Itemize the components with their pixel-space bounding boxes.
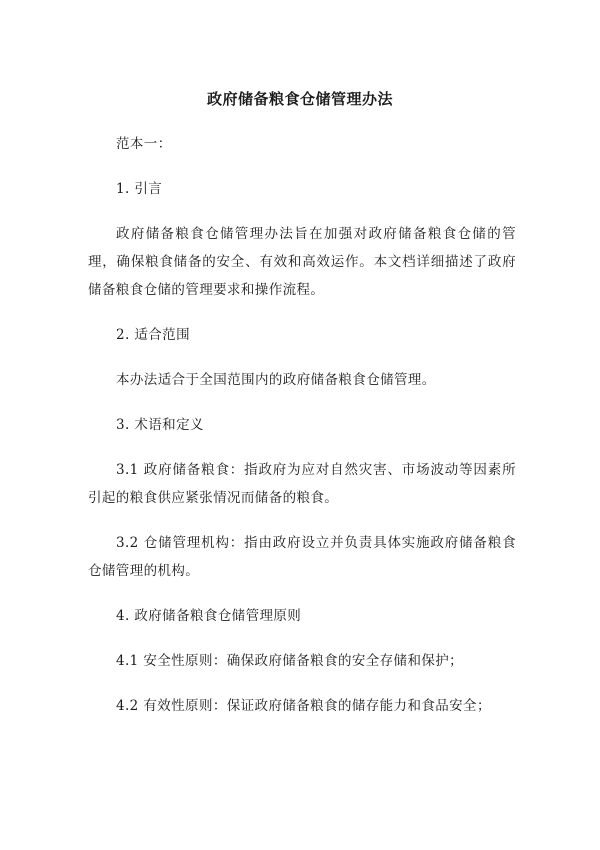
template-label: 范本一： [116, 136, 172, 152]
document-body [88, 130, 516, 737]
section-heading-definitions: 3. 术语和定义 [116, 417, 204, 433]
definition-storage-management-agency: 3.2 仓储管理机构：指由政府设立并负责具体实施政府储备粮食仓储管理的机构。 [88, 535, 516, 579]
document-title: 政府储备粮食仓储管理办法 [206, 90, 393, 108]
section-heading-introduction: 1. 引言 [116, 181, 163, 197]
scope-paragraph: 本办法适合于全国范围内的政府储备粮食仓储管理。 [116, 372, 436, 388]
principle-effectiveness: 4.2 有效性原则：保证政府储备粮食的储存能力和食品安全； [116, 698, 491, 714]
principle-safety: 4.1 安全性原则：确保政府储备粮食的安全存储和保护； [116, 653, 464, 669]
introduction-paragraph: 政府储备粮食仓储管理办法旨在加强对政府储备粮食仓储的管理，确保粮食储备的安全、有效和高效运作。本文档详细描述了政府储备粮食仓储的管理要求和操作流程。 [88, 226, 516, 298]
section-heading-principles: 4. 政府储备粮食仓储管理原则 [116, 608, 302, 624]
section-heading-scope: 2. 适合范围 [116, 327, 190, 343]
definition-government-grain-reserve: 3.1 政府储备粮食：指政府为应对自然灾害、市场波动等因素所引起的粮食供应紧张情况而储备的粮食。 [88, 462, 516, 506]
